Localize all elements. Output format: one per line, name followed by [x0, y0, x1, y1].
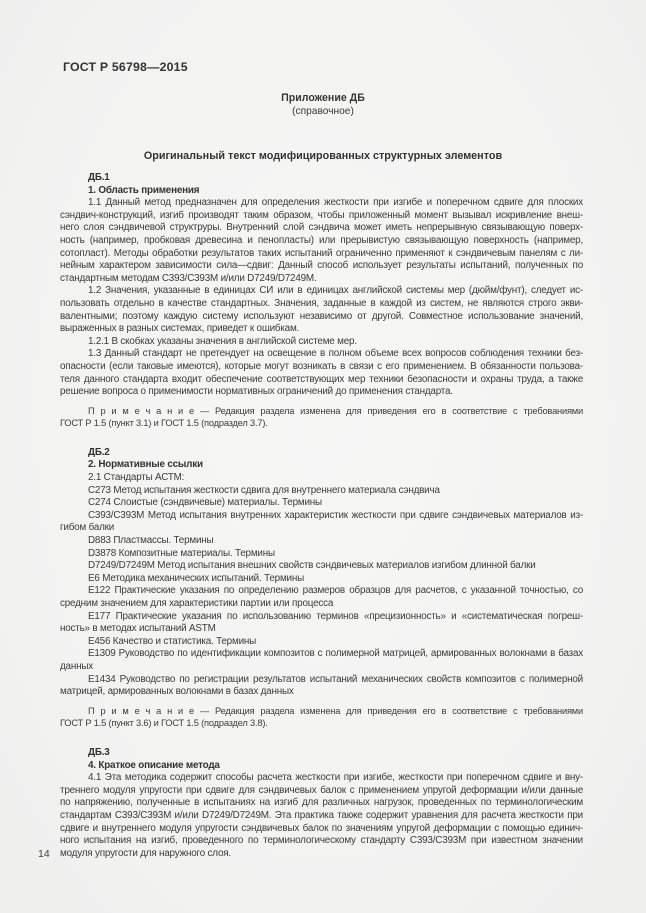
text-line: E456 Качество и статистика. Термины: [88, 635, 257, 647]
text-line: нейным характером зависимости сила—сдвиг: Данный способ использует результаты испытаний, полученных по: [60, 260, 583, 272]
text-line: теля данного стандарта входит обеспечение соответствующих мер техники безопасности и охраны труда, а также: [60, 373, 583, 385]
section-gap: [60, 736, 583, 747]
text-line: ГОСТ Р 1.5 (пункт 3.1) и ГОСТ 1.5 (подраздел 3.7).: [60, 418, 268, 429]
text-line: ность» в методах испытаний ASTM: [60, 623, 216, 635]
text-line: 2.1 Стандарты АСТМ:: [88, 472, 185, 484]
text-line: средним значением для характеристики партии или процесса: [60, 598, 334, 609]
text-line: C273 Метод испытания жесткости сдвига для внутреннего материала сэндвича: [88, 484, 440, 496]
section-gap: [60, 436, 583, 447]
text-line: решение вопроса о применимости нормативных ограничений до применения стандарта.: [60, 386, 453, 398]
heading-line: ДБ.3: [88, 746, 110, 758]
text-line: C393/C393M Метод испытания внутренних характеристик жесткости при сдвиге сэндвичевых материалов из-: [88, 509, 583, 521]
heading-line: 1. Область применения: [88, 184, 200, 196]
annex-kind: (справочное): [292, 106, 354, 117]
heading-line: 2. Нормативные ссылки: [88, 459, 203, 471]
text-line: П р и м е ч а н и е — Редакция раздела изменена для приведения его в соответствие с требованиями: [88, 705, 583, 716]
text-line: 4.1 Эта методика содержит способы расчета жесткости при изгибе, жесткости при поперечном сдвиге и вну-: [88, 772, 583, 784]
text-line: 1.2.1 В скобках указаны значения в английской системе мер.: [88, 335, 357, 347]
text-line: валентными; поэтому каждую систему используют независимо от другой. Совместное использование значений,: [60, 310, 583, 322]
text-line: E6 Методика механических испытаний. Термины: [88, 572, 304, 584]
text-line: C274 Слоистые (сэндвичевые) материалы. Термины: [88, 497, 322, 509]
text-line: E177 Практические указания по использованию терминов «прецизионность» и «систематическая погреш-: [88, 610, 583, 622]
text-line: сдвиге и внутреннего модуля упругости сэндвичевых балок по значениям упругой деформации с помощью единич-: [60, 822, 583, 834]
text-line: E1309 Руководство по идентификации композитов с полимерной матрицей, армированных волокнами в базах: [88, 648, 583, 660]
heading-line: ДБ.1: [88, 172, 110, 183]
document-body: [60, 172, 583, 860]
text-line: треннего модуля упругости при сдвиге для сэндвичевых балок с применением упругой деформации и/или данные: [60, 784, 583, 796]
text-line: 1.3 Данный стандарт не претендует на освещение в полном объеме всех вопросов соблюдения техники без-: [88, 348, 583, 360]
text-line: матрицей, армированных волокнами в базах данных: [60, 686, 294, 698]
text-line: ГОСТ Р 1.5 (пункт 3.6) и ГОСТ 1.5 (подраздел 3.8).: [60, 718, 268, 729]
text-line: гибом балки: [60, 522, 115, 534]
text-line: стандартам C393/C393M и/или D7249/D7249M. Эта практика также содержит уравнения для расчета жесткости при: [60, 809, 583, 821]
document-code-header: ГОСТ Р 56798—2015: [63, 60, 188, 74]
text-line: пользовать отдельно в качестве стандартных. Значения, заданные в каждой из систем, не являются строго экви-: [60, 297, 583, 309]
text-line: модуля упругости для наружного слоя.: [60, 847, 231, 859]
text-line: D7249/D7249M Метод испытания внешних свойств сэндвичевых материалов изгибом длинной балки: [88, 560, 536, 572]
text-line: 1.1 Данный метод предназначен для определения жесткости при изгибе и поперечном сдвиге для плоских: [88, 197, 583, 209]
annex-header: [0, 92, 646, 118]
text-line: стандартным методам C393/C393M и/или D7249/D7249M.: [60, 272, 317, 284]
note-block: [60, 405, 583, 430]
text-line: E122 Практические указания по определению размеров образцов для расчетов, с указанной точностью, со: [88, 585, 583, 597]
text-line: него слоя сэндвичевой структруры. Внутренний слой сэндвича может иметь непрерывную связывающую поверх-: [60, 222, 583, 234]
text-line: D883 Пластмассы. Термины: [88, 535, 214, 547]
note-block: [60, 705, 583, 730]
text-line: опасности (если таковые имеются), которые могут возникать в связи с его применением. В обязанности пользова-: [60, 360, 583, 372]
text-line: ного испытания на изгиб, проведенного по терминологическому стандарту C393/C393M при известном значении: [60, 835, 583, 847]
text-line: П р и м е ч а н и е — Редакция раздела изменена для приведения его в соответствие с требованиями: [88, 405, 583, 416]
text-line: ность (например, пробковая древесина и пенопласты) или прерывистую связывающую поверхность (например,: [60, 234, 583, 246]
annex-label: Приложение ДБ: [281, 92, 365, 104]
page-title: Оригинальный текст модифицированных структурных элементов: [143, 150, 503, 162]
heading-line: ДБ.2: [88, 446, 110, 458]
text-line: сотопласт). Методы обработки результатов таких испытаний ограниченно применяют к сэндвичевым панелям с ли-: [60, 247, 583, 259]
text-line: данных: [60, 660, 93, 672]
text-line: E1434 Руководство по регистрации результатов испытаний механических свойств композитов с полимерной: [88, 673, 583, 685]
text-line: 1.2 Значения, указанные в единицах СИ или в единицах английской системы мер (дюйм/фунт), следует ис-: [88, 285, 583, 297]
text-line: D3878 Композитные материалы. Термины: [88, 547, 275, 559]
text-line: сэндвич-конструкций, изгиб производят таким образом, чтобы приложенный момент вызывал искривление внеш-: [60, 209, 583, 221]
page-number: 14: [38, 848, 50, 860]
heading-line: 4. Краткое описание метода: [88, 759, 220, 771]
text-line: выраженных в разных системах, приведет к ошибкам.: [60, 323, 300, 335]
text-line: по напряжению, полученные в испытаниях на изгиб для различных нагрузок, проведенных по терминологическим: [60, 797, 583, 809]
